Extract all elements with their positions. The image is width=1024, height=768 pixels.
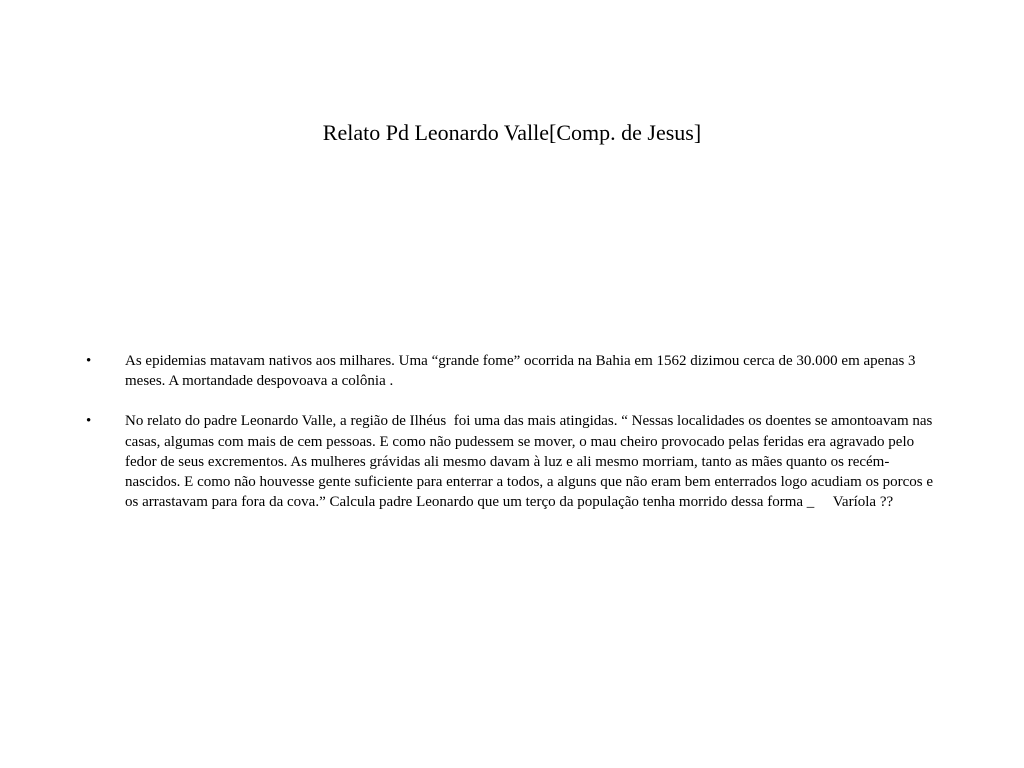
slide-title: Relato Pd Leonardo Valle[Comp. de Jesus] bbox=[322, 120, 702, 145]
bullet-item-epidemias bbox=[86, 351, 938, 391]
bullet-item-relato bbox=[86, 411, 938, 512]
bullet-icon: • bbox=[86, 413, 92, 430]
bullet-icon: • bbox=[86, 353, 92, 369]
bullet-list bbox=[86, 351, 938, 532]
bullet-text-epidemias: As epidemias matavam nativos aos milhares. Uma “grande fome” ocorrida na Bahia em 1562 dizimou cerca de 30.000 em apenas 3 meses. A mortandade despovoava a colônia . bbox=[125, 353, 920, 390]
bullet-text-relato: No relato do padre Leonardo Valle, a região de Ilhéus foi uma das mais atingidas. “ Nessas localidades os doentes se amontoavam nas casas, algumas com mais de cem pessoas. E como não pudessem se mover, o mau cheiro provocado pelas feridas era agravado pelo fedor de seus excrementos. As mulheres grávidas ali mesmo davam à luz e ali mesmo morriam, tanto as mães quanto os recém-nascidos. E como não houvesse gente suficiente para enterrar a todos, a alguns que não eram bem enterrados logo acudiam os porcos e os arrastavam para fora da cova.” Calcula padre Leonardo que um terço da população tenha morrido dessa forma _ Varíola ?? bbox=[125, 413, 937, 511]
